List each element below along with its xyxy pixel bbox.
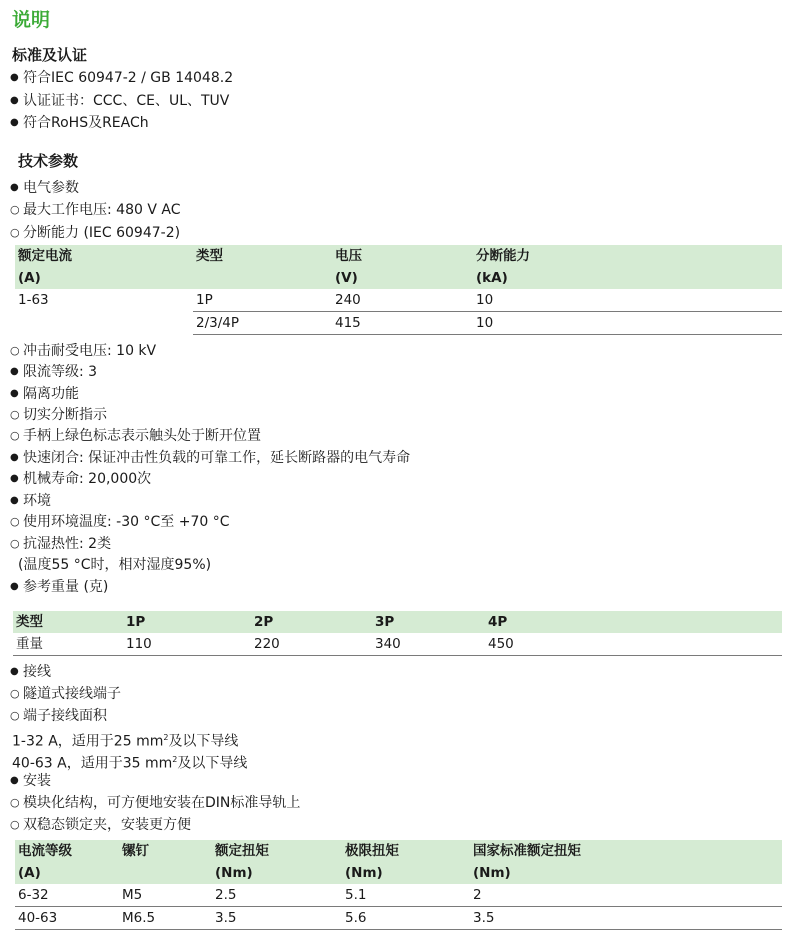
standards-item-text: 认证证书：CCC、CE、UL、TUV xyxy=(23,93,230,109)
table-header-unit xyxy=(119,862,212,884)
table-row xyxy=(15,907,782,930)
max-voltage xyxy=(10,199,180,221)
page-title: 说明 xyxy=(12,9,51,31)
table-cell: 5.1 xyxy=(342,884,470,907)
bullet-open-icon: ○ xyxy=(10,709,20,722)
table-cell: 1P xyxy=(193,289,332,312)
table-cell: 10 xyxy=(473,289,782,312)
feature-item xyxy=(10,490,51,512)
table-row xyxy=(15,312,782,335)
breaking-capacity-text: 分断能力 (IEC 60947-2) xyxy=(23,225,181,241)
bullet-filled-icon: ● xyxy=(10,495,19,506)
table-header-unit xyxy=(193,267,332,289)
wire-size-2 xyxy=(12,749,247,771)
bullet-filled-icon: ● xyxy=(10,775,19,786)
table-row xyxy=(13,633,782,656)
table-cell: 5.6 xyxy=(342,907,470,930)
table-cell: 2 xyxy=(470,884,782,907)
bullet-filled-icon: ● xyxy=(10,666,19,677)
modular xyxy=(10,792,300,814)
bullet-open-icon: ○ xyxy=(10,203,20,216)
bullet-filled-icon: ● xyxy=(10,452,19,463)
feature-item-text: 切实分断指示 xyxy=(23,407,107,423)
bullet-open-icon: ○ xyxy=(10,818,20,831)
breaking-capacity-table xyxy=(15,245,782,335)
table-cell: 3.5 xyxy=(470,907,782,930)
table-header-unit: (Nm) xyxy=(342,862,470,884)
terminal-area-text: 端子接线面积 xyxy=(23,708,107,724)
table-cell: 3.5 xyxy=(212,907,342,930)
wiring xyxy=(10,661,51,683)
table-header: 类型 xyxy=(193,245,332,267)
weight-title xyxy=(10,576,108,598)
table-cell: M6.5 xyxy=(119,907,212,930)
table-cell: 220 xyxy=(251,633,372,656)
table-header-unit: (Nm) xyxy=(470,862,782,884)
table-header-unit: (Nm) xyxy=(212,862,342,884)
table-header: 极限扭矩 xyxy=(342,840,470,862)
install xyxy=(10,770,51,792)
feature-item-text: 冲击耐受电压: 10 kV xyxy=(23,343,157,359)
table-header-row xyxy=(15,862,782,884)
table-header: 额定扭矩 xyxy=(212,840,342,862)
feature-item xyxy=(10,468,151,490)
bullet-filled-icon: ● xyxy=(10,581,19,592)
feature-item xyxy=(10,383,79,405)
install-text: 安装 xyxy=(23,773,51,789)
feature-item xyxy=(10,533,111,555)
table-header: 额定电流 xyxy=(15,245,193,267)
table-cell: 2/3/4P xyxy=(193,312,332,335)
bullet-open-icon: ○ xyxy=(10,226,20,239)
weight-title-text: 参考重量 (克) xyxy=(23,579,109,595)
table-cell: 10 xyxy=(473,312,782,335)
table-cell: 6-32 xyxy=(15,884,119,907)
modular-text: 模块化结构，可方便地安装在DIN标准导轨上 xyxy=(23,795,301,811)
table-header: 类型 xyxy=(13,611,123,633)
table-cell: 重量 xyxy=(13,633,123,656)
bullet-filled-icon: ● xyxy=(10,473,19,484)
humidity-note: (温度55 °C时，相对湿度95%) xyxy=(18,557,212,573)
feature-item-text: 限流等级: 3 xyxy=(23,364,98,380)
table-cell: 340 xyxy=(372,633,485,656)
bullet-open-icon: ○ xyxy=(10,537,20,550)
wire-size-2-text: 40-63 A，适用于35 mm xyxy=(12,755,173,772)
table-header-unit: (A) xyxy=(15,862,119,884)
feature-item xyxy=(10,425,261,447)
table-cell: 450 xyxy=(485,633,782,656)
table-row xyxy=(15,289,782,312)
standards-item xyxy=(10,67,233,89)
table-cell: 1-63 xyxy=(18,292,49,309)
bullet-filled-icon: ● xyxy=(10,95,19,106)
bullet-open-icon: ○ xyxy=(10,429,20,442)
standards-item xyxy=(10,112,149,134)
bullet-filled-icon: ● xyxy=(10,366,19,377)
table-header-row xyxy=(15,840,782,862)
feature-item-text: 隔离功能 xyxy=(23,386,79,402)
wire-suffix: 及以下导线 xyxy=(177,755,248,772)
table-row xyxy=(15,884,782,907)
table-cell: 240 xyxy=(332,289,473,312)
feature-item-text: 抗湿热性: 2类 xyxy=(23,536,112,552)
standards-title: 标准及认证 xyxy=(12,46,88,64)
feature-item-text: 机械寿命: 20,000次 xyxy=(23,471,152,487)
weight-table xyxy=(13,611,782,656)
wire-size-1 xyxy=(12,727,238,749)
max-voltage-text: 最大工作电压: 480 V AC xyxy=(23,202,181,218)
electrical-params xyxy=(10,177,79,199)
feature-item-text: 环境 xyxy=(23,493,51,509)
tunnel-terminal xyxy=(10,683,121,705)
wire-size-1-text: 1-32 A，适用于25 mm xyxy=(12,733,164,750)
bullet-filled-icon: ● xyxy=(10,72,19,83)
terminal-area xyxy=(10,705,107,727)
superscript: 2 xyxy=(163,733,169,742)
feature-item-text: 使用环境温度: -30 °C至 +70 °C xyxy=(23,514,230,530)
tech-title: 技术参数 xyxy=(18,152,79,170)
bullet-filled-icon: ● xyxy=(10,182,19,193)
feature-item xyxy=(10,361,97,383)
feature-item-text: 快速闭合: 保证冲击性负载的可靠工作，延长断路器的电气寿命 xyxy=(23,450,411,466)
table-header-row xyxy=(13,611,782,633)
electrical-params-text: 电气参数 xyxy=(23,180,79,196)
table-cell: 415 xyxy=(332,312,473,335)
bistable xyxy=(10,814,191,836)
bullet-filled-icon: ● xyxy=(10,117,19,128)
standards-item xyxy=(10,90,229,112)
table-header: 3P xyxy=(372,611,485,633)
table-header: 电流等级 xyxy=(15,840,119,862)
table-header-unit: (V) xyxy=(332,267,473,289)
bullet-open-icon: ○ xyxy=(10,344,20,357)
superscript: 2 xyxy=(172,755,178,764)
table-header: 1P xyxy=(123,611,251,633)
table-cell: 2.5 xyxy=(212,884,342,907)
table-header: 2P xyxy=(251,611,372,633)
feature-item xyxy=(10,511,229,533)
table-cell: 110 xyxy=(123,633,251,656)
table-cell xyxy=(15,312,193,335)
table-header-unit: (A) xyxy=(15,267,193,289)
table-header: 国家标准额定扭矩 xyxy=(470,840,782,862)
table-header-row xyxy=(15,245,782,267)
feature-item xyxy=(10,447,410,469)
table-header-row xyxy=(15,267,782,289)
table-header-unit: (kA) xyxy=(473,267,782,289)
table-header: 镙钉 xyxy=(119,840,212,862)
table-header: 4P xyxy=(485,611,782,633)
bullet-open-icon: ○ xyxy=(10,408,20,421)
bullet-open-icon: ○ xyxy=(10,796,20,809)
wire-suffix: 及以下导线 xyxy=(168,733,239,750)
feature-item-text: 手柄上绿色标志表示触头处于断开位置 xyxy=(23,428,261,444)
tunnel-terminal-text: 隧道式接线端子 xyxy=(23,686,121,702)
standards-item-text: 符合RoHS及REACh xyxy=(23,115,149,131)
feature-item xyxy=(10,340,156,362)
breaking-capacity xyxy=(10,222,180,244)
bistable-text: 双稳态锁定夹，安装更方便 xyxy=(23,817,191,833)
torque-table xyxy=(15,840,782,930)
table-header: 电压 xyxy=(332,245,473,267)
bullet-filled-icon: ● xyxy=(10,388,19,399)
wiring-text: 接线 xyxy=(23,664,51,680)
table-cell: M5 xyxy=(119,884,212,907)
table-header: 分断能力 xyxy=(473,245,782,267)
bullet-open-icon: ○ xyxy=(10,515,20,528)
bullet-open-icon: ○ xyxy=(10,687,20,700)
feature-item xyxy=(10,404,107,426)
table-cell: 40-63 xyxy=(15,907,119,930)
standards-item-text: 符合IEC 60947-2 / GB 14048.2 xyxy=(23,70,234,86)
